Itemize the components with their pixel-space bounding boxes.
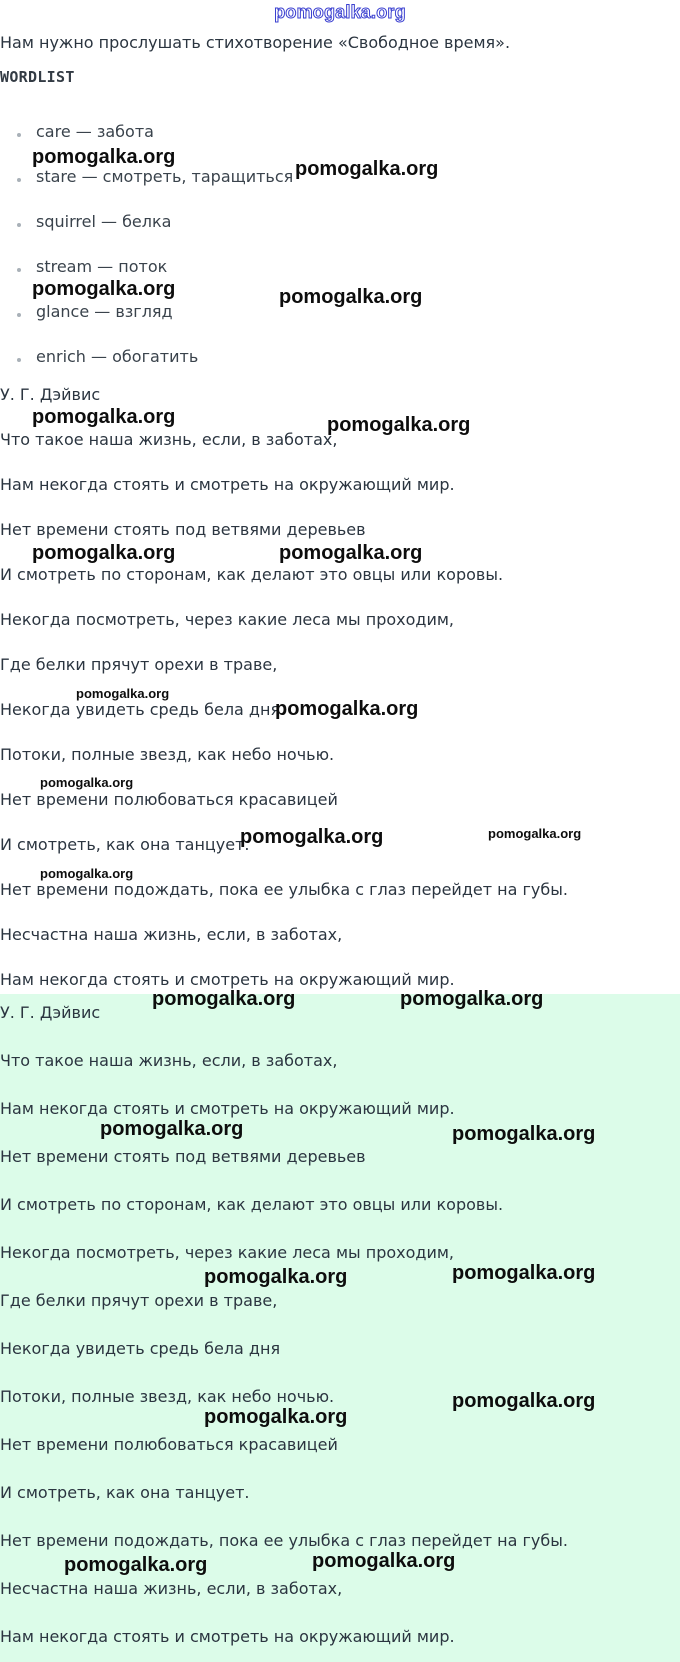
watermark: pomogalka.org [152,988,296,1010]
watermark: pomogalka.org [452,1123,596,1145]
poem-line: Некогда посмотреть, через какие леса мы проходим, [0,1243,455,1262]
poem-line: Несчастна наша жизнь, если, в заботах, [0,925,343,944]
watermark: pomogalka.org [488,826,582,841]
poem-line: Потоки, полные звезд, как небо ночью. [0,1387,335,1406]
watermark: pomogalka.org [64,1554,208,1576]
watermark: pomogalka.org [32,278,176,300]
watermark: pomogalka.org [40,775,134,790]
poem-line: Нет времени стоять под ветвями деревьев [0,520,366,539]
poem-line: Нет времени подождать, пока ее улыбка с глаз перейдет на губы. [0,880,568,899]
watermark: pomogalka.org [76,686,170,701]
poem-line: Что такое наша жизнь, если, в заботах, [0,1051,338,1070]
poem-line: Где белки прячут орехи в траве, [0,1291,278,1310]
poem-author: У. Г. Дэйвис [0,385,101,404]
wordlist-item: enrich — обогатить [0,345,293,390]
watermark: pomogalka.org [204,1266,348,1288]
wordlist-item: stream — поток [0,255,293,300]
wordlist-item: glance — взгляд [0,300,293,345]
poem-line: И смотреть по сторонам, как делают это овцы или коровы. [0,1195,504,1214]
watermark: pomogalka.org [240,826,384,848]
wordlist-item: squirrel — белка [0,210,293,255]
poem-line: Нет времени полюбоваться красавицей [0,1435,338,1454]
watermark: pomogalka.org [400,988,544,1010]
watermark: pomogalka.org [312,1550,456,1572]
poem-line: И смотреть, как она танцует. [0,835,250,854]
poem-line: Нам некогда стоять и смотреть на окружающий мир. [0,1099,455,1118]
watermark: pomogalka.org [452,1390,596,1412]
poem-author: У. Г. Дэйвис [0,1003,101,1022]
site-header-watermark: pomogalka.org [274,2,406,22]
watermark: pomogalka.org [275,698,419,720]
poem-line: Некогда увидеть средь бела дня [0,1339,281,1358]
poem-line: Несчастна наша жизнь, если, в заботах, [0,1579,343,1598]
poem-line: И смотреть, как она танцует. [0,1483,250,1502]
poem-line: И смотреть по сторонам, как делают это овцы или коровы. [0,565,504,584]
watermark: pomogalka.org [32,542,176,564]
poem-line: Нет времени подождать, пока ее улыбка с глаз перейдет на губы. [0,1531,568,1550]
wordlist-heading: WORDLIST [0,68,75,86]
wordlist-item: stare — смотреть, таращиться [0,165,293,210]
watermark: pomogalka.org [327,414,471,436]
poem-line: Что такое наша жизнь, если, в заботах, [0,430,338,449]
poem-line: Потоки, полные звезд, как небо ночью. [0,745,335,764]
poem-line: Нам некогда стоять и смотреть на окружающий мир. [0,1627,455,1646]
watermark: pomogalka.org [295,158,439,180]
watermark: pomogalka.org [32,406,176,428]
watermark: pomogalka.org [100,1118,244,1140]
watermark: pomogalka.org [452,1262,596,1284]
poem-line: Нет времени полюбоваться красавицей [0,790,338,809]
watermark: pomogalka.org [32,146,176,168]
wordlist-item: care — забота [0,120,293,165]
poem-line: Нет времени стоять под ветвями деревьев [0,1147,366,1166]
poem-line: Нам некогда стоять и смотреть на окружающий мир. [0,970,455,989]
watermark: pomogalka.org [204,1406,348,1428]
intro-text: Нам нужно прослушать стихотворение «Свободное время». [0,33,511,52]
poem-line: Некогда посмотреть, через какие леса мы проходим, [0,610,455,629]
poem-line: Нам некогда стоять и смотреть на окружающий мир. [0,475,455,494]
watermark: pomogalka.org [279,542,423,564]
poem-line: Некогда увидеть средь бела дня [0,700,281,719]
poem-line: Где белки прячут орехи в траве, [0,655,278,674]
watermark: pomogalka.org [279,286,423,308]
watermark: pomogalka.org [40,866,134,881]
